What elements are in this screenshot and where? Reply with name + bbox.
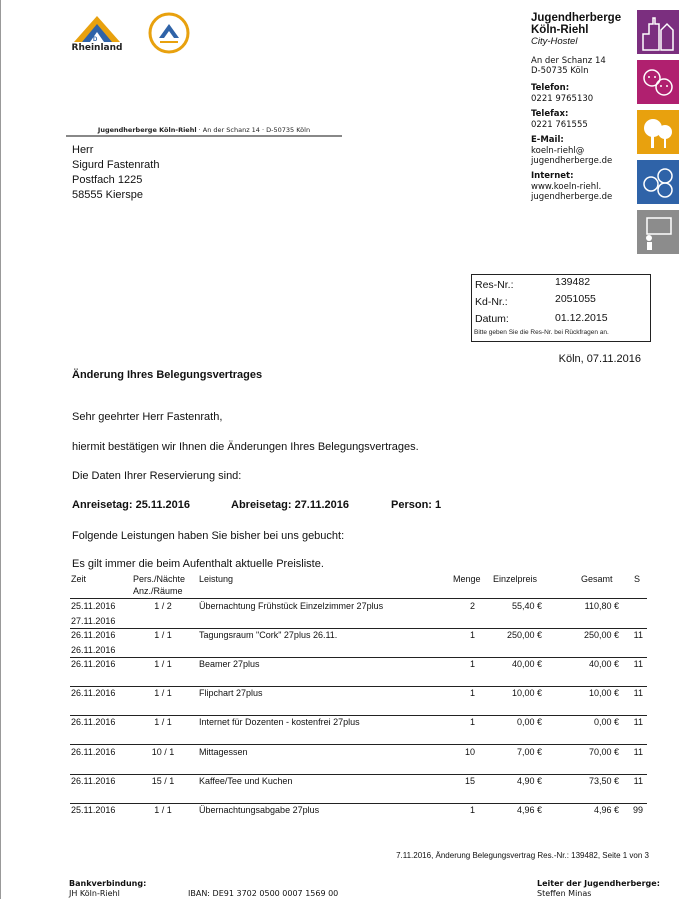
cell-pers: 1 / 1 [154,688,172,698]
cell-zeit2: 27.11.2016 [71,616,116,626]
cell-s: 11 [633,717,643,727]
cell-einzel: 4,90 € [516,776,542,786]
cell-gesamt: 4,96 € [593,805,619,815]
col-menge: Menge [453,574,481,584]
cell-menge: 1 [469,659,475,669]
tel-label: Telefon: [531,83,570,93]
mail-value-1[interactable]: koeln-riehl@ [531,146,585,156]
rheinland-logo [66,14,128,54]
svg-text:D: D [93,37,98,43]
tel-value: 0221 9765130 [531,94,594,104]
cell-s: 11 [633,659,643,669]
reference-note: Bitte geben Sie die Res-Nr. bei Rückfragen an. [474,329,609,336]
col-gesamt: Gesamt [581,574,613,584]
cell-leistung: Beamer 27plus [199,659,260,669]
cell-einzel: 4,96 € [516,805,542,815]
row-divider [70,686,647,687]
sender-address: · An der Schanz 14 · D-50735 Köln [196,126,311,134]
col-einzelpreis: Einzelpreis [493,574,538,584]
cell-zeit: 26.11.2016 [71,630,116,640]
leiter-name: Steffen Minas [537,889,592,898]
cell-leistung: Übernachtung Frühstück Einzelzimmer 27plus [199,601,384,611]
row-divider [70,803,647,804]
cell-s: 11 [633,688,643,698]
reference-box [471,274,651,342]
data-intro-line: Die Daten Ihrer Reservierung sind: [72,470,242,482]
cell-zeit: 26.11.2016 [71,717,116,727]
bank-label: Bankverbindung: [69,879,147,888]
cell-menge: 1 [469,805,475,815]
booked-services-line: Folgende Leistungen haben Sie bisher bei uns gebucht: [72,530,345,542]
mail-value-2[interactable]: jugendherberge.de [531,156,613,166]
hostel-contact [531,12,631,202]
org-street: An der Schanz 14 [531,56,606,66]
cell-einzel: 55,40 € [511,601,542,611]
cell-menge: 10 [464,747,475,757]
departure-date: Abreisetag: 27.11.2016 [231,499,350,511]
cell-pers: 15 / 1 [151,776,175,786]
fax-label: Telefax: [531,109,569,119]
cell-menge: 15 [464,776,475,786]
price-list-line: Es gilt immer die beim Aufenthalt aktuelle Preisliste. [72,558,324,570]
col-pers: Pers./Nächte [133,574,186,584]
cell-gesamt: 40,00 € [588,659,619,669]
cell-pers: 1 / 1 [154,659,172,669]
cell-gesamt: 0,00 € [593,717,619,727]
cell-einzel: 7,00 € [516,747,542,757]
djh-logo [148,12,190,54]
cell-gesamt: 73,50 € [588,776,619,786]
iban: IBAN: DE91 3702 0500 0007 1569 00 [188,889,339,898]
kd-value: 2051055 [555,293,596,305]
arrival-date: Anreisetag: 25.11.2016 [72,499,191,511]
cell-menge: 1 [469,717,475,727]
city-icon [637,10,679,54]
cell-leistung: Übernachtungsabgabe 27plus [199,805,320,815]
row-divider [70,715,647,716]
col-s: S [634,574,641,584]
cell-gesamt: 70,00 € [588,747,619,757]
res-value: 139482 [555,276,591,288]
recipient-city: 58555 Kierspe [72,189,143,201]
cell-einzel: 40,00 € [511,659,542,669]
cell-leistung: Kaffee/Tee und Kuchen [199,776,293,786]
cell-leistung: Internet für Dozenten - kostenfrei 27plus [199,717,360,727]
leiter-label: Leiter der Jugendherberge: [537,879,660,888]
cell-einzel: 250,00 € [506,630,542,640]
org-name-1: Jugendherberge [531,12,622,24]
cell-leistung: Tagungsraum "Cork" 27plus 26.11. [199,630,338,640]
recipient-name: Sigurd Fastenrath [72,159,160,171]
cell-s: 99 [632,805,643,815]
web-label: Internet: [531,171,574,181]
cell-s: 11 [633,776,643,786]
place-date: Köln, 07.11.2016 [558,353,641,365]
sender-name: Jugendherberge Köln-Riehl [97,126,197,134]
cell-zeit: 25.11.2016 [71,805,116,815]
bank-details [69,879,146,899]
datum-label: Datum: [475,313,509,325]
org-subtitle: City-Hostel [531,36,578,47]
mail-label: E-Mail: [531,135,564,145]
fax-value: 0221 761555 [531,120,588,130]
cell-gesamt: 250,00 € [583,630,619,640]
row-divider [70,774,647,775]
letter-subject: Änderung Ihres Belegungsvertrages [72,369,263,381]
cell-pers: 1 / 1 [154,805,172,815]
cell-s: 11 [633,630,643,640]
datum-value: 01.12.2015 [555,312,608,324]
cell-gesamt: 10,00 € [588,688,619,698]
kd-label: Kd-Nr.: [475,296,508,308]
greeting: Sehr geehrter Herr Fastenrath, [72,411,223,423]
person-count: Person: 1 [391,499,442,511]
hostel-manager [537,879,660,899]
group-icon [637,160,679,204]
seminar-icon [637,210,679,254]
intro-line: hiermit bestätigen wir Ihnen die Änderungen Ihres Belegungsvertrages. [72,441,419,453]
cell-pers: 1 / 1 [154,630,172,640]
cell-gesamt: 110,80 € [584,601,619,611]
sender-line [66,126,342,137]
cell-menge: 1 [469,630,475,640]
col-anz: Anz./Räume [133,586,183,596]
cell-zeit: 26.11.2016 [71,747,116,757]
header-divider [70,598,647,599]
cell-zeit: 25.11.2016 [71,601,116,611]
cell-pers: 10 / 1 [151,747,175,757]
cell-zeit: 26.11.2016 [71,776,116,786]
cell-menge: 1 [469,688,475,698]
cell-einzel: 10,00 € [511,688,542,698]
bank-name: JH Köln-Riehl [69,889,120,898]
row-divider [70,628,647,629]
cell-leistung: Flipchart 27plus [199,688,263,698]
cell-leistung: Mittagessen [199,747,248,757]
org-name-2: Köln-Riehl [531,24,589,36]
cell-zeit: 26.11.2016 [71,659,116,669]
cell-zeit: 26.11.2016 [71,688,116,698]
row-divider [70,657,647,658]
cell-s: 11 [633,747,643,757]
page-info: 7.11.2016, Änderung Belegungsvertrag Res.-Nr.: 139482, Seite 1 von 3 [396,851,649,860]
cell-pers: 1 / 2 [154,601,172,611]
web-value-2[interactable]: jugendherberge.de [531,192,613,202]
recipient-salutation: Herr [72,144,94,156]
cell-zeit2: 26.11.2016 [71,645,116,655]
web-value-1[interactable]: www.koeln-riehl. [531,182,602,192]
recipient-street: Postfach 1225 [72,174,143,186]
people-icon [637,60,679,104]
cell-pers: 1 / 1 [154,717,172,727]
res-label: Res-Nr.: [475,279,514,291]
col-zeit: Zeit [71,574,87,584]
org-city: D-50735 Köln [531,66,589,76]
tree-icon [637,110,679,154]
recipient-address [72,143,159,203]
row-divider [70,744,647,745]
col-leistung: Leistung [199,574,234,584]
cell-menge: 2 [469,601,475,611]
cell-einzel: 0,00 € [516,717,542,727]
logo-text: Rheinland [71,43,123,53]
